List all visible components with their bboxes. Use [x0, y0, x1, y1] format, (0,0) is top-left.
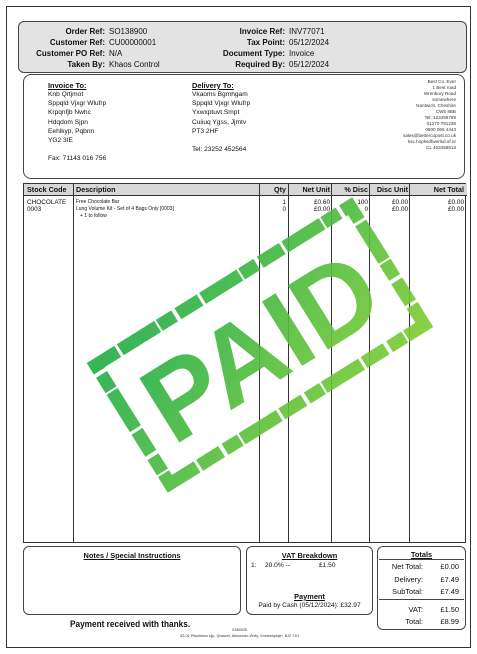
column-divider	[73, 184, 74, 542]
stock-code-cell: 0003	[27, 206, 42, 213]
line-items-table	[23, 183, 466, 543]
qty-header: Qty	[274, 185, 286, 194]
required-by-value: 05/12/2024	[289, 60, 330, 69]
subtotal-row	[378, 587, 459, 597]
net-total-cell: £0.00	[448, 199, 464, 206]
invoice-to-line: Eehlkyp, Pqbnn	[48, 127, 95, 135]
required-by-row	[185, 60, 329, 70]
disc-unit-cell: £0.00	[392, 206, 408, 213]
column-divider	[331, 184, 332, 542]
company-line: sales@bettercopost.co.uk	[403, 133, 456, 138]
description-cell: Free Chocolate Bar	[76, 199, 120, 205]
taken-by-label: Taken By:	[67, 60, 105, 69]
stock-code-header: Stock Code	[27, 185, 67, 194]
column-divider	[288, 184, 289, 542]
net-unit-header: Net Unit	[302, 185, 330, 194]
company-line: CW5 8BB	[435, 109, 456, 114]
delivery-to-line: Yxwxptuvt Smpt	[192, 109, 240, 117]
company-line: Nantwich, Cheshire	[416, 103, 456, 108]
disc-pct-header: % Disc	[344, 185, 368, 194]
vat-breakdown-panel	[246, 546, 373, 615]
delivery-to-title: Delivery To:	[192, 81, 234, 90]
notes-title: Notes / Special Instructions	[83, 551, 181, 560]
invoice-to-line: Hdqdom Sjpn	[48, 118, 88, 126]
customer-ref-label: Customer Ref:	[49, 38, 105, 47]
company-line: CL 463456613	[426, 145, 456, 150]
payment-title: Payment	[294, 592, 325, 601]
disc-pct-cell: 0	[364, 206, 368, 213]
invoice-to-line: YG2 3IE	[48, 137, 73, 145]
company-line: Wrenbury Road	[423, 91, 456, 96]
vat-amount: £1.50	[319, 562, 336, 569]
vat-rate: 20.0% --	[265, 562, 290, 569]
subtotal-label: SubTotal:	[392, 587, 423, 596]
footer-address: 42-01 Pfwchkwo kjjc, Qhacrel, Akwmndo-Wxfy, Vmhermplqfn, BJ2 7JU	[180, 634, 299, 638]
required-by-label: Required By:	[235, 60, 285, 69]
invoice-to-address	[48, 81, 106, 163]
totals-divider	[379, 559, 464, 560]
delivery-to-line: Cuiiuq Ygss, Jjmtv	[192, 118, 247, 126]
invoice-to-title: Invoice To:	[48, 81, 87, 90]
delivery-value: £7.49	[440, 575, 459, 584]
tax-point-label: Tax Point:	[246, 38, 285, 47]
totals-title: Totals	[410, 550, 433, 559]
invoice-ref-row	[185, 27, 325, 37]
invoice-page	[6, 6, 471, 648]
delivery-to-line: PT3 2HF	[192, 127, 219, 135]
payment-line: Paid by Cash (05/12/2024): £32.97	[258, 602, 361, 609]
invoice-to-line: Krpqnfjb Nwhc	[48, 109, 91, 117]
invoice-ref-label: Invoice Ref:	[239, 27, 285, 36]
customer-ref-row	[25, 38, 156, 48]
invoice-to-line: Knb Qrtjmot	[48, 91, 84, 98]
footer-reference: 0346535	[232, 628, 247, 632]
net-unit-cell: £0.00	[314, 206, 330, 213]
customer-po-ref-value: N/A	[109, 49, 123, 58]
qty-cell: 1	[282, 199, 286, 206]
to-follow-note: + 1 to follow	[80, 213, 107, 219]
invoice-ref-value: INV77071	[289, 27, 325, 36]
stock-code-cell: CHOCOLATE	[27, 199, 67, 206]
company-line: ksc.hopksdfwerlsd.of.nr	[408, 139, 456, 144]
tax-point-row	[185, 38, 329, 48]
vat-breakdown-title: VAT Breakdown	[281, 551, 338, 560]
paid-stamp-text: PAID	[120, 227, 402, 467]
delivery-label: Delivery:	[394, 575, 423, 584]
company-line: 0800 066 4443	[425, 127, 456, 132]
document-type-row	[185, 49, 314, 59]
column-divider	[369, 184, 370, 542]
document-type-label: Document Type:	[222, 49, 285, 58]
vat-total-label: VAT:	[408, 605, 423, 614]
company-line: Best Co. Ever	[427, 79, 456, 84]
company-line: 01270 781238	[426, 121, 456, 126]
address-block	[23, 74, 465, 179]
order-info-header	[18, 21, 467, 73]
taken-by-value: Khaos Control	[109, 60, 160, 69]
qty-cell: 0	[282, 206, 286, 213]
subtotal-value: £7.49	[440, 587, 459, 596]
document-type-value: Invoice	[289, 49, 315, 58]
grand-total-label: Total:	[405, 617, 423, 626]
payment-received-message: Payment received with thanks.	[70, 619, 191, 630]
net-total-row	[378, 562, 459, 572]
totals-divider	[379, 599, 464, 600]
invoice-to-fax: Fax: 71143 016 756	[48, 155, 107, 163]
order-ref-label: Order Ref:	[65, 27, 105, 36]
totals-panel	[377, 546, 466, 630]
delivery-to-address	[192, 81, 250, 154]
company-line: 1 Best road	[432, 85, 456, 90]
delivery-to-line: Vkaoms Bgmhgam	[192, 91, 248, 98]
company-line: Tel: 123456789	[424, 115, 456, 120]
order-ref-row	[25, 27, 147, 37]
company-details	[403, 79, 456, 151]
description-cell: Lung Volume Kit - Set of 4 Bags Only [0003]	[76, 206, 174, 212]
customer-ref-value: CU00000001	[109, 38, 157, 47]
taken-by-row	[25, 60, 160, 70]
net-total-value: £0.00	[440, 562, 459, 571]
invoice-to-line: Sppqld Vjxgr Wlufrp	[48, 100, 107, 108]
column-divider	[409, 184, 410, 542]
column-divider	[259, 184, 260, 542]
grand-total-row	[378, 617, 459, 627]
vat-code: 1:	[251, 562, 257, 569]
grand-total-value: £8.99	[440, 617, 459, 626]
notes-panel	[23, 546, 241, 615]
description-header: Description	[76, 185, 116, 194]
net-total-cell: £0.00	[448, 206, 464, 213]
customer-po-ref-row	[25, 49, 122, 59]
net-total-header: Net Total	[433, 185, 464, 194]
company-line: somewhere	[432, 97, 456, 102]
net-total-label: Net Total:	[391, 562, 423, 571]
delivery-row	[378, 575, 459, 585]
vat-total-row	[378, 605, 459, 615]
delivery-to-line: Sppqld Vjxgr Wlufrp	[192, 100, 251, 108]
disc-unit-cell: £0.00	[392, 199, 408, 206]
delivery-to-tel: Tel: 23252 452564	[192, 146, 247, 154]
tax-point-value: 05/12/2024	[289, 38, 330, 47]
net-unit-cell: £0.60	[314, 199, 330, 206]
disc-pct-cell: 100	[357, 199, 368, 206]
vat-total-value: £1.50	[440, 605, 459, 614]
order-ref-value: SO138900	[109, 27, 148, 36]
customer-po-ref-label: Customer PO Ref:	[36, 49, 105, 58]
disc-unit-header: Disc Unit	[376, 185, 408, 194]
